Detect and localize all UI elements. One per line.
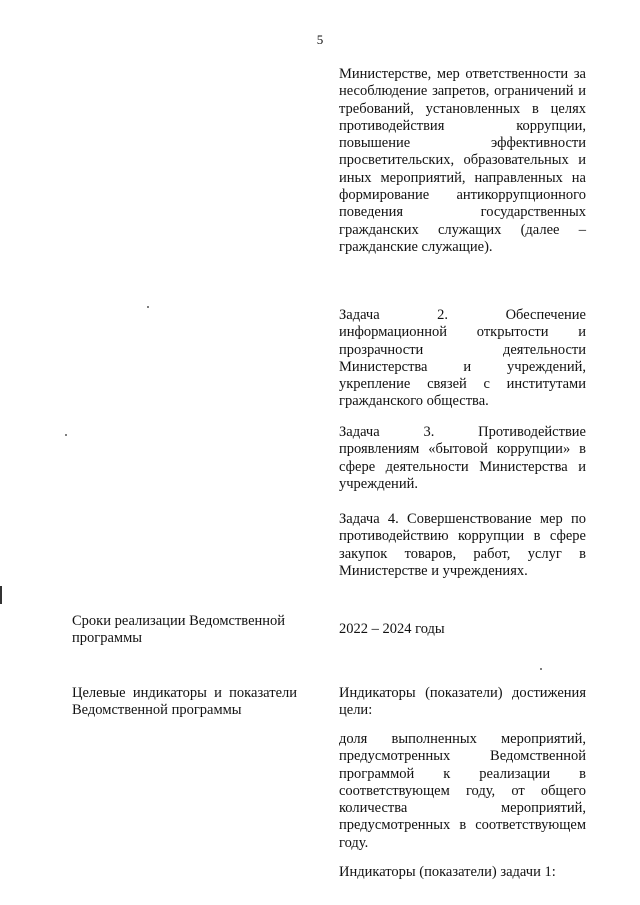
terms-value: 2022 – 2024 годы bbox=[339, 621, 445, 637]
goal-continuation-text: Министерстве, мер ответственности за несоблюдение запретов, ограничений и требований, установленных в целях противодействия коррупции, повышение эффективности просветительских, образовательных и иных мероприятий, направленных на формирование антикоррупционного поведения государственных гражданских служащих (далее – гражданские служащие). bbox=[339, 66, 586, 255]
scan-speck bbox=[540, 668, 542, 670]
indicators-share-text: доля выполненных мероприятий, предусмотренных Ведомственной программой к реализации в соответствующем году, от общего количества мероприятий, предусмотренных в соответствующем году. bbox=[339, 731, 586, 851]
indicators-heading: Индикаторы (показатели) достижения цели: bbox=[339, 685, 586, 719]
scan-speck bbox=[65, 434, 67, 436]
terms-label: Сроки реализации Ведомственной программы bbox=[72, 613, 286, 647]
scan-speck bbox=[147, 306, 149, 308]
task-2-text: Задача 2. Обеспечение информационной открытости и прозрачности деятельности Министерства и учреждений, укрепление связей с институтами гражданского общества. bbox=[339, 307, 586, 410]
page-number: 5 bbox=[316, 32, 324, 47]
margin-mark bbox=[0, 586, 2, 604]
task-3-text: Задача 3. Противодействие проявлениям «бытовой коррупции» в сфере деятельности Министерства и учреждений. bbox=[339, 424, 586, 492]
task-4-text: Задача 4. Совершенствование мер по противодействию коррупции в сфере закупок товаров, работ, услуг в Министерстве и учреждениях. bbox=[339, 511, 586, 579]
indicators-label: Целевые индикаторы и показатели Ведомственной программы bbox=[72, 685, 297, 719]
task-1-indicators-heading: Индикаторы (показатели) задачи 1: bbox=[339, 864, 556, 880]
